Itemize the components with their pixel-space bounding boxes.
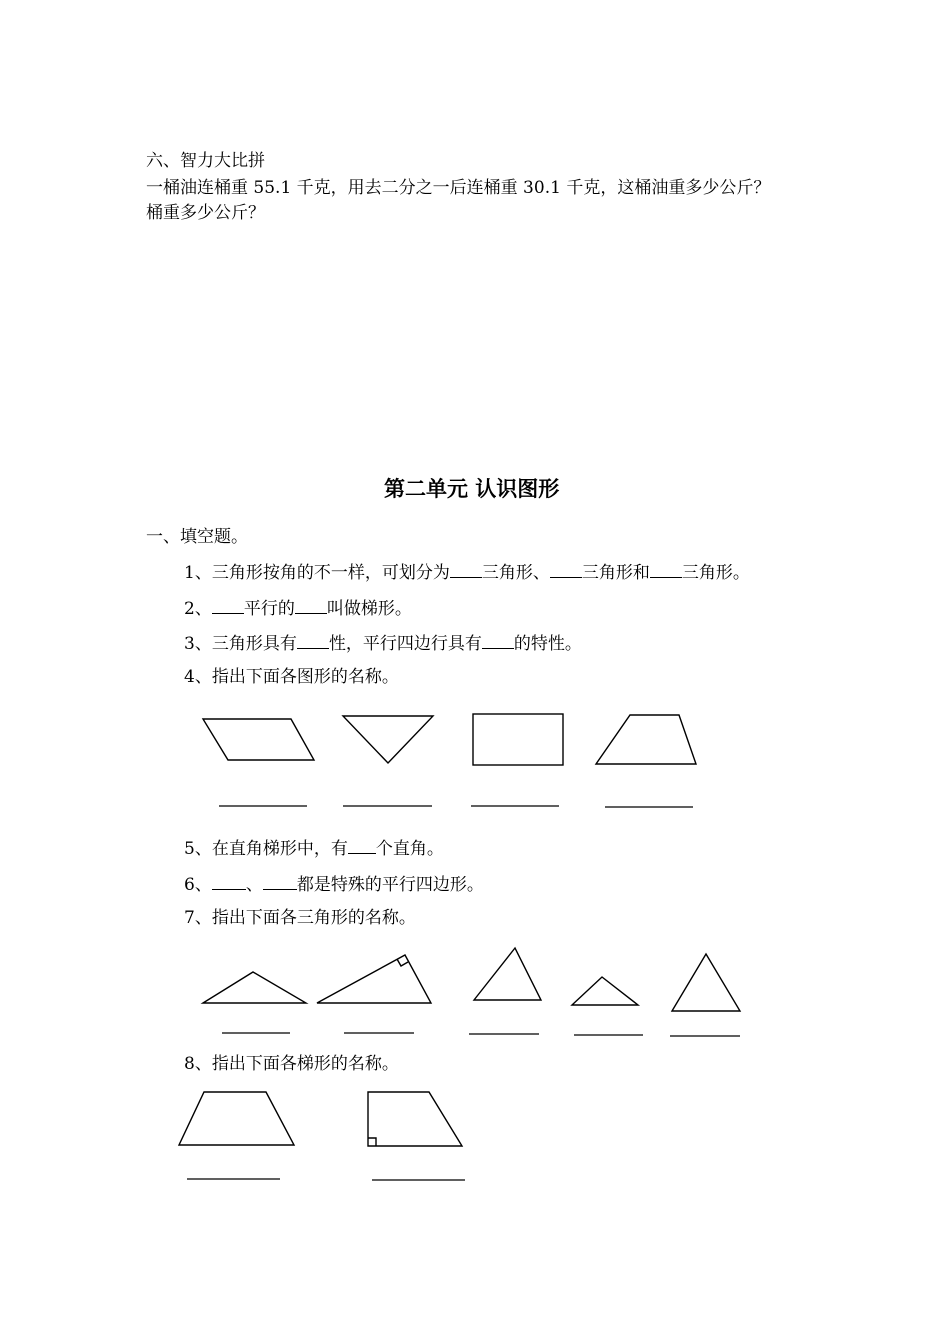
q1-text-a: 1、三角形按角的不一样，可划分为 — [184, 563, 450, 583]
small-obtuse-triangle-shape — [572, 977, 638, 1005]
q1-text-d: 三角形。 — [681, 563, 750, 583]
right-angle-mark — [368, 1138, 376, 1146]
q5-text-a: 5、在直角梯形中，有 — [184, 839, 348, 859]
q2-text-b: 平行的 — [243, 599, 295, 619]
trapezoid-shape — [596, 715, 696, 764]
answer-blank[interactable] — [212, 872, 246, 890]
question-4: 4、指出下面各图形的名称。 — [184, 667, 399, 687]
q1-text-c: 三角形和 — [581, 563, 650, 583]
obtuse-triangle-shape — [203, 972, 306, 1003]
q6-text-a: 6、 — [184, 875, 212, 895]
answer-blank[interactable] — [263, 872, 297, 890]
question-8: 8、指出下面各梯形的名称。 — [184, 1054, 399, 1074]
equilateral-triangle-shape — [672, 954, 740, 1011]
question-5 — [184, 836, 444, 860]
question-6 — [184, 872, 484, 896]
right-trapezoid-shape — [368, 1092, 462, 1146]
section-heading: 六、智力大比拼 — [146, 151, 265, 171]
part-heading: 一、填空题。 — [146, 527, 248, 547]
problem-text-line-1: 一桶油连桶重 55.1 千克，用去二分之一后连桶重 30.1 千克，这桶油重多少公斤？ — [146, 178, 771, 198]
acute-triangle-shape — [474, 948, 541, 1000]
parallelogram-shape — [203, 719, 314, 760]
problem-text-line-2: 桶重多少公斤？ — [146, 203, 265, 223]
q3-text-c: 的特性。 — [513, 634, 582, 654]
q2-text-c: 叫做梯形。 — [326, 599, 412, 619]
unit-title: 第二单元 认识图形 — [384, 476, 560, 501]
q3-text-b: 性，平行四边行具有 — [328, 634, 482, 654]
right-triangle-shape — [317, 955, 431, 1003]
right-angle-mark — [397, 959, 408, 966]
rectangle-shape — [473, 714, 563, 765]
q2-text-a: 2、 — [184, 599, 212, 619]
inverted-triangle-shape — [343, 716, 433, 763]
answer-blank[interactable] — [348, 836, 376, 854]
q1-text-b: 三角形、 — [481, 563, 550, 583]
q6-text-c: 都是特殊的平行四边形。 — [296, 875, 484, 895]
q6-text-b: 、 — [245, 875, 263, 895]
q5-text-b: 个直角。 — [375, 839, 444, 859]
question-7: 7、指出下面各三角形的名称。 — [184, 908, 416, 928]
isosceles-trapezoid-shape — [179, 1092, 294, 1145]
q3-text-a: 3、三角形具有 — [184, 634, 297, 654]
